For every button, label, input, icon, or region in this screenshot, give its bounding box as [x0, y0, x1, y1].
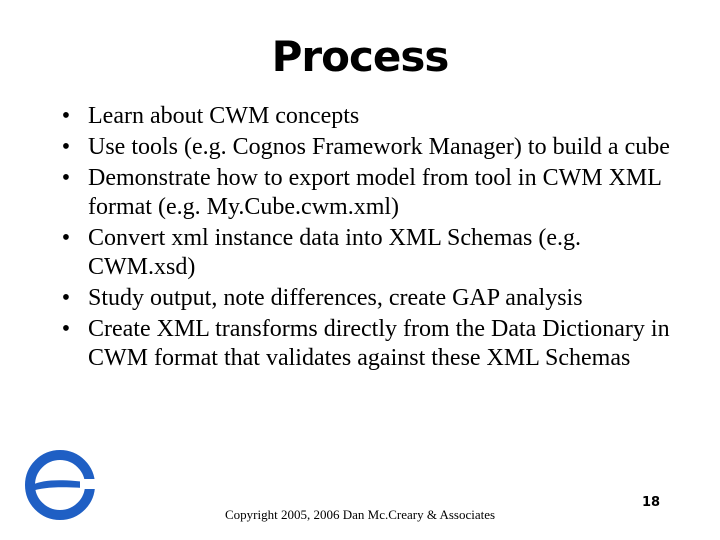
- copyright-footer: Copyright 2005, 2006 Dan Mc.Creary & Associates: [225, 507, 496, 522]
- bullet-dot-icon: •: [61, 103, 71, 129]
- bullet-text: Convert xml instance data into XML Schemas (e.g. CWM.xsd): [88, 225, 581, 280]
- bullet-item: [52, 284, 672, 313]
- bullet-text: Learn about CWM concepts: [88, 103, 360, 129]
- bullet-list: [52, 102, 672, 375]
- bullet-item: [52, 315, 672, 373]
- bullet-dot-icon: •: [61, 134, 71, 160]
- bullet-dot-icon: •: [61, 225, 71, 251]
- slide-title: Process: [271, 32, 449, 81]
- bullet-item: [52, 133, 672, 162]
- bullet-item: [52, 164, 672, 222]
- bullet-dot-icon: •: [61, 285, 71, 311]
- bullet-text: Study output, note differences, create GAP analysis: [88, 285, 583, 311]
- company-logo-icon: [24, 449, 96, 521]
- bullet-item: [52, 224, 672, 282]
- bullet-text: Use tools (e.g. Cognos Framework Manager) to build a cube: [88, 134, 670, 160]
- bullet-dot-icon: •: [61, 316, 71, 342]
- bullet-text: Create XML transforms directly from the Data Dictionary in CWM format that validates against these XML Schemas: [88, 316, 670, 371]
- bullet-dot-icon: •: [61, 165, 71, 191]
- page-number: 18: [641, 495, 661, 510]
- bullet-text: Demonstrate how to export model from tool in CWM XML format (e.g. My.Cube.cwm.xml): [88, 165, 662, 220]
- bullet-item: [52, 102, 672, 131]
- logo-e-icon: [24, 449, 96, 521]
